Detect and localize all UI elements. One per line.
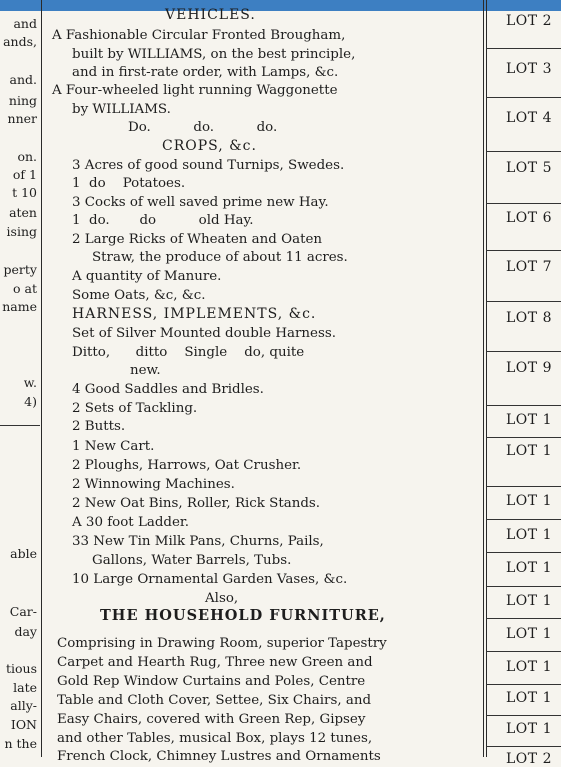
left-fragment: aten (9, 205, 37, 220)
left-fragment: ION (10, 717, 37, 732)
lot-divider (486, 97, 561, 98)
listing-line: Set of Silver Mounted double Harness. (72, 326, 336, 341)
listing-line: by WILLIAMS. (72, 102, 171, 117)
lot-divider (486, 437, 561, 438)
left-fragment: o at (13, 281, 37, 296)
left-fragment: ally- (10, 698, 37, 713)
lot-divider (486, 48, 561, 49)
lot-label: LOT 1 (506, 493, 552, 509)
listing-line: 2 Sets of Tackling. (72, 401, 198, 416)
left-fragment: Car- (9, 604, 37, 619)
lot-divider (486, 486, 561, 487)
listing-line: 2 Butts. (72, 419, 126, 434)
listing-line: A quantity of Manure. (72, 269, 222, 284)
lot-divider (486, 203, 561, 204)
left-fragment: ands, (3, 34, 37, 49)
listing-line: 1 do. do old Hay. (72, 213, 254, 228)
left-fragment: able (10, 546, 37, 561)
lot-divider (486, 651, 561, 652)
listing-line: Straw, the produce of about 11 acres. (92, 250, 348, 265)
listing-line: Do. do. do. (128, 120, 278, 135)
lot-label: LOT 1 (506, 443, 552, 459)
listing-line: 3 Cocks of well saved prime new Hay. (72, 195, 329, 210)
lot-label: LOT 1 (506, 527, 552, 543)
lot-label: LOT 7 (506, 259, 552, 275)
lot-label: LOT 1 (506, 659, 552, 675)
listing-line: 3 Acres of good sound Turnips, Swedes. (72, 158, 345, 173)
left-fragment: t 10 (12, 185, 37, 200)
lot-label: LOT 8 (506, 310, 552, 326)
lot-divider (486, 250, 561, 251)
listing-line: Comprising in Drawing Room, superior Tapestry (57, 636, 387, 651)
lot-label: LOT 2 (506, 751, 552, 767)
listing-line: 2 Large Ricks of Wheaten and Oaten (72, 232, 322, 247)
left-fragment: late (13, 680, 37, 695)
listing-line: built by WILLIAMS, on the best principle, (72, 47, 356, 62)
lot-label: LOT 1 (506, 593, 552, 609)
lot-column (486, 0, 561, 767)
listing-line: 1 do Potatoes. (72, 176, 186, 191)
listing-line: A Fashionable Circular Fronted Brougham, (52, 28, 346, 43)
left-fragment: 4) (24, 394, 37, 409)
left-fragment: and. (9, 72, 37, 87)
left-fragment: of 1 (12, 167, 37, 182)
lot-label: LOT 3 (506, 61, 552, 77)
left-fragment: ising (6, 224, 37, 239)
listing-line: and other Tables, musical Box, plays 12 tunes, (57, 731, 373, 746)
left-fragment: and (13, 16, 37, 31)
lot-label: LOT 2 (506, 13, 552, 29)
lot-divider (486, 618, 561, 619)
lot-divider (486, 351, 561, 352)
left-fragment: tious (5, 661, 37, 676)
listing-line: 4 Good Saddles and Bridles. (72, 382, 264, 397)
lot-divider (486, 715, 561, 716)
listing-line: 2 Winnowing Machines. (72, 477, 235, 492)
listing-line: Carpet and Hearth Rug, Three new Green and (57, 655, 373, 670)
lot-label: LOT 1 (506, 690, 552, 706)
section-heading-crops: CROPS, &c. (162, 138, 257, 154)
lot-divider (486, 151, 561, 152)
lot-label: LOT 1 (506, 560, 552, 576)
listing-line: 2 Ploughs, Harrows, Oat Crusher. (72, 458, 302, 473)
section-heading-harness: HARNESS, IMPLEMENTS, &c. (72, 306, 317, 322)
listing-line: 2 New Oat Bins, Roller, Rick Stands. (72, 496, 321, 511)
section-heading-vehicles: VEHICLES. (165, 7, 256, 23)
listing-line: Also, (205, 591, 239, 606)
listing-line: Gold Rep Window Curtains and Poles, Centre (57, 674, 366, 689)
listing-line: 10 Large Ornamental Garden Vases, &c. (72, 572, 348, 587)
left-fragment: n the (4, 736, 37, 751)
lot-label: LOT 5 (506, 160, 552, 176)
listing-line: Some Oats, &c, &c. (72, 288, 206, 303)
left-column (0, 0, 40, 757)
lot-label: LOT 1 (506, 721, 552, 737)
auction-listing-column (42, 0, 478, 764)
lot-divider (486, 746, 561, 747)
listing-line: A Four-wheeled light running Waggonette (52, 83, 338, 98)
lot-label: LOT 6 (506, 210, 552, 226)
left-fragment: perty (3, 262, 37, 277)
listing-line: and in first-rate order, with Lamps, &c. (72, 65, 339, 80)
lot-divider (486, 586, 561, 587)
section-heading-household-furniture: THE HOUSEHOLD FURNITURE, (100, 607, 386, 624)
listing-line: A 30 foot Ladder. (72, 515, 190, 530)
listing-line: Table and Cloth Cover, Settee, Six Chairs, and (57, 693, 372, 708)
left-divider (0, 425, 40, 426)
left-fragment: ning (8, 93, 37, 108)
left-fragment: nner (7, 111, 37, 126)
listing-line: French Clock, Chimney Lustres and Ornaments (57, 749, 381, 764)
listing-line: 1 New Cart. (72, 439, 155, 454)
left-fragment: on. (17, 149, 37, 164)
left-fragment: w. (23, 375, 37, 390)
lot-label: LOT 1 (506, 412, 552, 428)
listing-line: Easy Chairs, covered with Green Rep, Gipsey (57, 712, 366, 727)
lot-label: LOT 9 (506, 360, 552, 376)
listing-line: Gallons, Water Barrels, Tubs. (92, 553, 292, 568)
lot-divider (486, 519, 561, 520)
left-fragment: day (14, 624, 37, 639)
listing-line: Ditto, ditto Single do, quite (72, 345, 305, 360)
lot-label: LOT 4 (506, 110, 552, 126)
lot-divider (486, 684, 561, 685)
column-rule (483, 0, 484, 757)
listing-line: 33 New Tin Milk Pans, Churns, Pails, (72, 534, 324, 549)
listing-line: new. (130, 363, 161, 378)
lot-divider (486, 405, 561, 406)
lot-divider (486, 301, 561, 302)
lot-divider (486, 552, 561, 553)
left-fragment: name (2, 299, 37, 314)
lot-label: LOT 1 (506, 626, 552, 642)
